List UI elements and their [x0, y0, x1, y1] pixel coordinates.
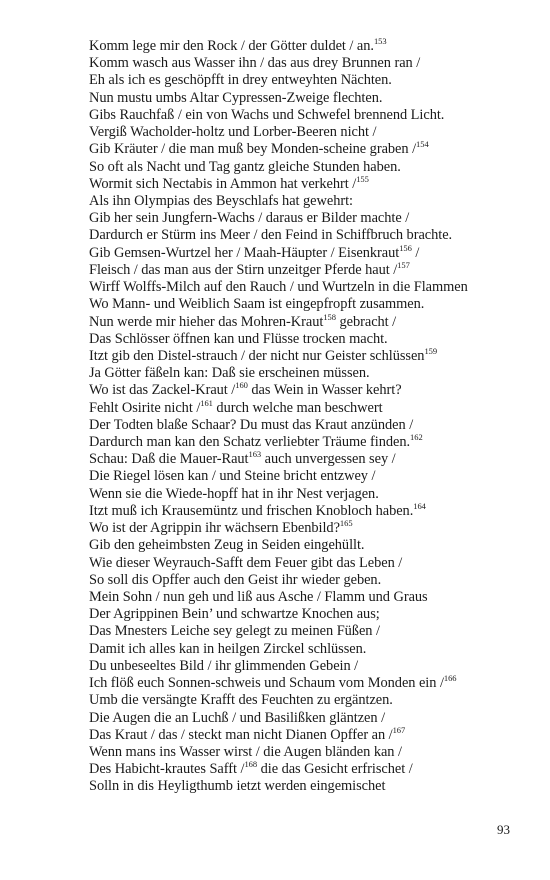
verse-line-text: Wormit sich Nectabis in Ammon hat verkehrt / — [89, 175, 357, 192]
verse-line-text: Wo ist der Agrippin ihr wächsern Ebenbild? — [89, 520, 340, 537]
verse-line-text: Nun mustu umbs Altar Cypressen-Zweige flechten. — [89, 89, 383, 106]
footnote-marker[interactable]: 154 — [416, 139, 429, 150]
verse-line-text: Wirff Wolffs-Milch auf den Rauch / und Wurtzeln in die Flammen — [89, 279, 468, 296]
verse-line-continuation: / — [411, 244, 420, 261]
verse-line-continuation: die das Gesicht erfrischet / — [257, 761, 413, 778]
footnote-marker[interactable]: 159 — [424, 345, 438, 356]
verse-line — [89, 279, 529, 296]
verse-line — [89, 159, 529, 176]
footnote-marker[interactable]: 153 — [373, 36, 387, 46]
verse-line-text: Gib Kräuter / die man muß bey Monden-scheine graben / — [89, 141, 417, 158]
verse-line-text: Eh als ich es geschöpfft in drey entweyhten Nächten. — [89, 72, 392, 89]
verse-line — [89, 397, 529, 417]
verse-line — [89, 242, 529, 262]
verse-line — [89, 658, 529, 675]
verse-line — [89, 345, 529, 365]
verse-line-text: Der Agrippinen Bein’ und schwartze Knochen aus; — [89, 606, 380, 623]
verse-line-text: Komm lege mir den Rock / der Götter duldet / an. — [89, 38, 374, 54]
verse-line — [89, 500, 529, 520]
verse-line-text: Gib den geheimbsten Zeug in Seiden eingehüllt. — [89, 537, 365, 554]
verse-line — [89, 606, 529, 623]
verse-line — [89, 623, 529, 640]
verse-line — [89, 724, 529, 744]
footnote-marker[interactable]: 161 — [200, 397, 213, 408]
verse-line-text: Der Todten blaße Schaar? Du must das Kraut anzünden / — [89, 416, 414, 433]
verse-line — [89, 486, 529, 503]
verse-line — [89, 296, 529, 313]
verse-line-text: Dardurch man kan den Schatz verliebter Träume finden. — [89, 434, 411, 451]
verse-line-text: Das Kraut / das / steckt man nicht Dianen Opffer an / — [89, 726, 393, 743]
verse-line — [89, 124, 529, 141]
footnote-marker[interactable]: 165 — [339, 518, 353, 529]
verse-line-text: Vergiß Wacholder-holtz und Lorber-Beeren nicht / — [89, 124, 377, 141]
verse-line-text: Du unbeseeltes Bild / ihr glimmenden Gebein / — [89, 657, 359, 674]
verse-line-text: Umb die versängte Krafft des Feuchten zu ergäntzen. — [89, 692, 393, 709]
verse-line-continuation: gebracht / — [335, 313, 397, 330]
verse-line-text: Wo ist das Zackel-Kraut / — [89, 382, 236, 399]
verse-line — [89, 434, 529, 451]
verse-line — [89, 778, 529, 795]
verse-line-text: Komm wasch aus Wasser ihn / das aus drey Brunnen ran / — [89, 55, 421, 72]
verse-line — [89, 331, 529, 348]
verse-line — [89, 72, 529, 89]
verse-line-text: Wo Mann- und Weiblich Saam ist eingepfropft zusammen. — [89, 296, 425, 313]
footnote-marker[interactable]: 168 — [244, 759, 258, 770]
verse-line — [89, 744, 529, 761]
verse-line — [89, 451, 529, 468]
verse-line-text: So soll dis Opffer auch den Geist ihr wieder geben. — [89, 571, 382, 588]
verse-line — [89, 107, 529, 124]
footnote-marker[interactable]: 164 — [413, 500, 426, 511]
verse-line-text: Das Mnesters Leiche sey gelegt zu meinen Füßen / — [89, 623, 380, 640]
verse-line-text: Ja Götter fäßeln kan: Daß sie erscheinen müssen. — [89, 365, 370, 382]
verse-line — [89, 710, 529, 727]
verse-line-text: Itzt muß ich Krausemüntz und frischen Knobloch haben. — [89, 502, 414, 519]
verse-line-text: Des Habicht-krautes Safft / — [89, 761, 245, 778]
verse-line — [89, 417, 529, 434]
verse-line-text: Die Riegel lösen kan / und Steine bricht entzwey / — [89, 468, 376, 485]
verse-line — [89, 555, 529, 572]
verse-line-text: So oft als Nacht und Tag gantz gleiche Stunden haben. — [89, 158, 401, 175]
verse-line-text: Die Augen die an Luchß / und Basilißken gläntzen / — [89, 709, 386, 726]
verse-line — [89, 90, 529, 107]
verse-line-text: Damit ich alles kan in heilgen Zirckel schlüssen. — [89, 640, 367, 657]
verse-line-text: Wenn mans ins Wasser wirst / die Augen bländen kan / — [89, 743, 402, 760]
verse-line-text: Gib Gemsen-Wurtzel her / Maah-Häupter / Eisenkraut — [89, 244, 400, 261]
verse-line-text: Solln in dis Heyligthumb ietzt werden eingemischet — [89, 778, 386, 795]
verse-line-text: Fehlt Osirite nicht / — [89, 399, 201, 416]
footnote-marker[interactable]: 158 — [323, 311, 336, 322]
verse-line-text: Mein Sohn / nun geh und liß aus Asche / Flamm und Graus — [89, 589, 428, 605]
footnote-marker[interactable]: 156 — [399, 242, 412, 253]
verse-line — [89, 259, 529, 279]
verse-line — [89, 692, 529, 709]
verse-text — [89, 38, 529, 796]
verse-line — [89, 365, 529, 382]
verse-line-continuation: durch welche man beschwert — [212, 399, 383, 416]
verse-line — [89, 589, 529, 606]
footnote-marker[interactable]: 160 — [235, 380, 248, 391]
verse-line — [89, 537, 529, 554]
verse-line-text: Itzt gib den Distel-strauch / der nicht nur Geister schlüssen — [89, 347, 425, 364]
verse-line — [89, 641, 529, 658]
verse-line-text: Ich flöß euch Sonnen-schweis und Schaum vom Monden ein / — [89, 675, 444, 692]
verse-line — [89, 38, 529, 55]
verse-line — [89, 761, 529, 778]
verse-line-text: Dardurch er Stürm ins Meer / den Feind in Schiffbruch brachte. — [89, 227, 453, 244]
verse-line-continuation: das Wein in Wasser kehrt? — [247, 382, 402, 399]
verse-line-text: Wenn sie die Wiede-hopff hat in ihr Nest verjagen. — [89, 485, 379, 502]
footnote-marker[interactable]: 167 — [392, 724, 406, 735]
verse-line-continuation: auch unvergessen sey / — [261, 451, 396, 468]
verse-line — [89, 572, 529, 589]
footnote-marker[interactable]: 166 — [443, 673, 457, 684]
footnote-marker[interactable]: 162 — [410, 432, 423, 443]
verse-line-text: Gib her sein Jungfern-Wachs / daraus er Bilder machte / — [89, 210, 410, 227]
footnote-marker[interactable]: 155 — [356, 173, 369, 184]
footnote-marker[interactable]: 157 — [397, 259, 410, 270]
verse-line-text: Nun werde mir hieher das Mohren-Kraut — [89, 313, 324, 330]
verse-line-text: Wie dieser Weyrauch-Safft dem Feuer gibt das Leben / — [89, 554, 403, 571]
verse-line — [89, 173, 529, 193]
verse-line — [89, 210, 529, 227]
verse-line-text: Schau: Daß die Mauer-Raut — [89, 451, 249, 468]
footnote-marker[interactable]: 163 — [248, 449, 262, 460]
page-number: 93 — [497, 822, 510, 837]
verse-line-text: Das Schlösser öffnen kan und Flüsse trocken macht. — [89, 330, 388, 347]
verse-line — [89, 55, 529, 72]
verse-line — [89, 141, 529, 158]
verse-line-text: Fleisch / das man aus der Stirn unzeitger Pferde haut / — [89, 261, 398, 278]
verse-line-text: Gibs Rauchfaß / ein von Wachs und Schwefel brennend Licht. — [89, 106, 445, 123]
verse-line — [89, 675, 529, 692]
verse-line — [89, 311, 529, 331]
verse-line — [89, 193, 529, 210]
verse-line — [89, 520, 529, 537]
verse-line — [89, 382, 529, 399]
verse-line — [89, 227, 529, 244]
verse-line — [89, 468, 529, 485]
verse-line-text: Als ihn Olympias des Beyschlafs hat gewehrt: — [89, 192, 353, 209]
